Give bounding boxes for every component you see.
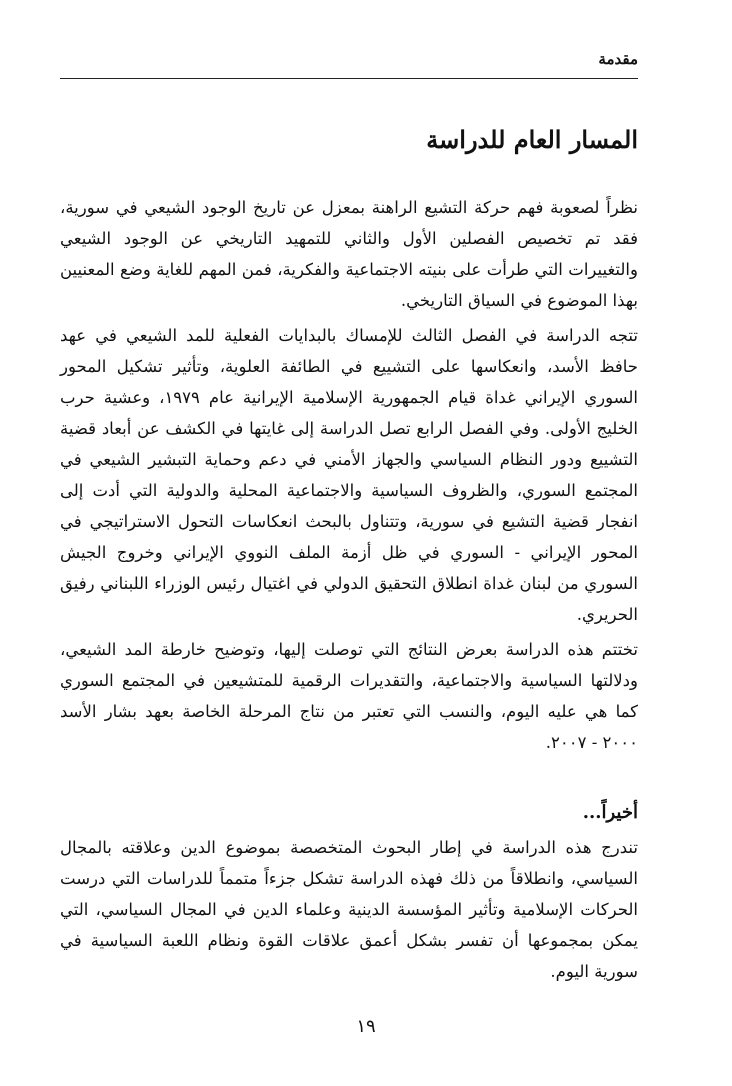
paragraph-intro: نظراً لصعوبة فهم حركة التشيع الراهنة بمعزل عن تاريخ الوجود الشيعي في سورية، فقد تم تخصيص الفصلين الأول والثاني للتمهيد التاريخي عن الوجود الشيعي والتغييرات التي طرأت على بنيته الاجتماعية والفكرية، فمن المهم للغاية وضع المعنيين بهذا الموضوع في السياق التاريخي. xyxy=(60,198,638,310)
section-title: المسار العام للدراسة xyxy=(426,125,638,154)
page-number: ١٩ xyxy=(356,1016,376,1037)
closing-title: أخيراً... xyxy=(582,802,638,823)
running-header xyxy=(60,46,638,79)
paragraph-conclusion: تختتم هذه الدراسة بعرض النتائج التي توصلت إليها، وتوضيح خارطة المد الشيعي، ودلالتها السياسية والاجتماعية، والتقديرات الرقمية للمتشيعين في المجتمع السوري كما هي عليه اليوم، والنسب التي تعتبر من نتاج المرحلة الخاصة بعهد بشار الأسد ٢٠٠٠ - ٢٠٠٧. xyxy=(60,640,638,752)
paragraph-closing: تندرج هذه الدراسة في إطار البحوث المتخصصة بموضوع الدين وعلاقته بالمجال السياسي، وانطلاقاً من ذلك فهذه الدراسة تشكل جزءاً متمماً للدراسات التي درست الحركات الإسلامية وتأثير المؤسسة الدينية وعلماء الدين في المجال السياسي، التي يمكن بمجموعها أن تفسر بشكل أعمق علاقات القوة ونظام اللعبة السياسية في سورية اليوم. xyxy=(60,838,638,981)
page-content xyxy=(60,120,638,991)
running-header-title: مقدمة xyxy=(598,50,638,68)
section-body xyxy=(60,192,638,758)
paragraph-chapters: تتجه الدراسة في الفصل الثالث للإمساك بالبدايات الفعلية للمد الشيعي في عهد حافظ الأسد، وانعكاسها على التشييع في الطائفة العلوية، وتأثير تشكيل المحور السوري الإيراني غداة قيام الجمهورية الإسلامية الإيرانية عام ١٩٧٩، وعشية حرب الخليج الأولى. وفي الفصل الرابع تصل الدراسة إلى غايتها في الكشف عن أبعاد قضية التشييع ودور النظام السياسي والجهاز الأمني في دعم وحماية التبشير الشيعي في المجتمع السوري، والظروف السياسية والاجتماعية المحلية والدولية التي أدت إلى انفجار قضية التشيع في سورية، وتتناول بالبحث انعكاسات التحول الاستراتيجي في المحور الإيراني - السوري في ظل أزمة الملف النووي الإيراني وخروج الجيش السوري من لبنان غداة انطلاق التحقيق الدولي في اغتيال رئيس الوزراء اللبناني رفيق الحريري. xyxy=(60,326,638,624)
